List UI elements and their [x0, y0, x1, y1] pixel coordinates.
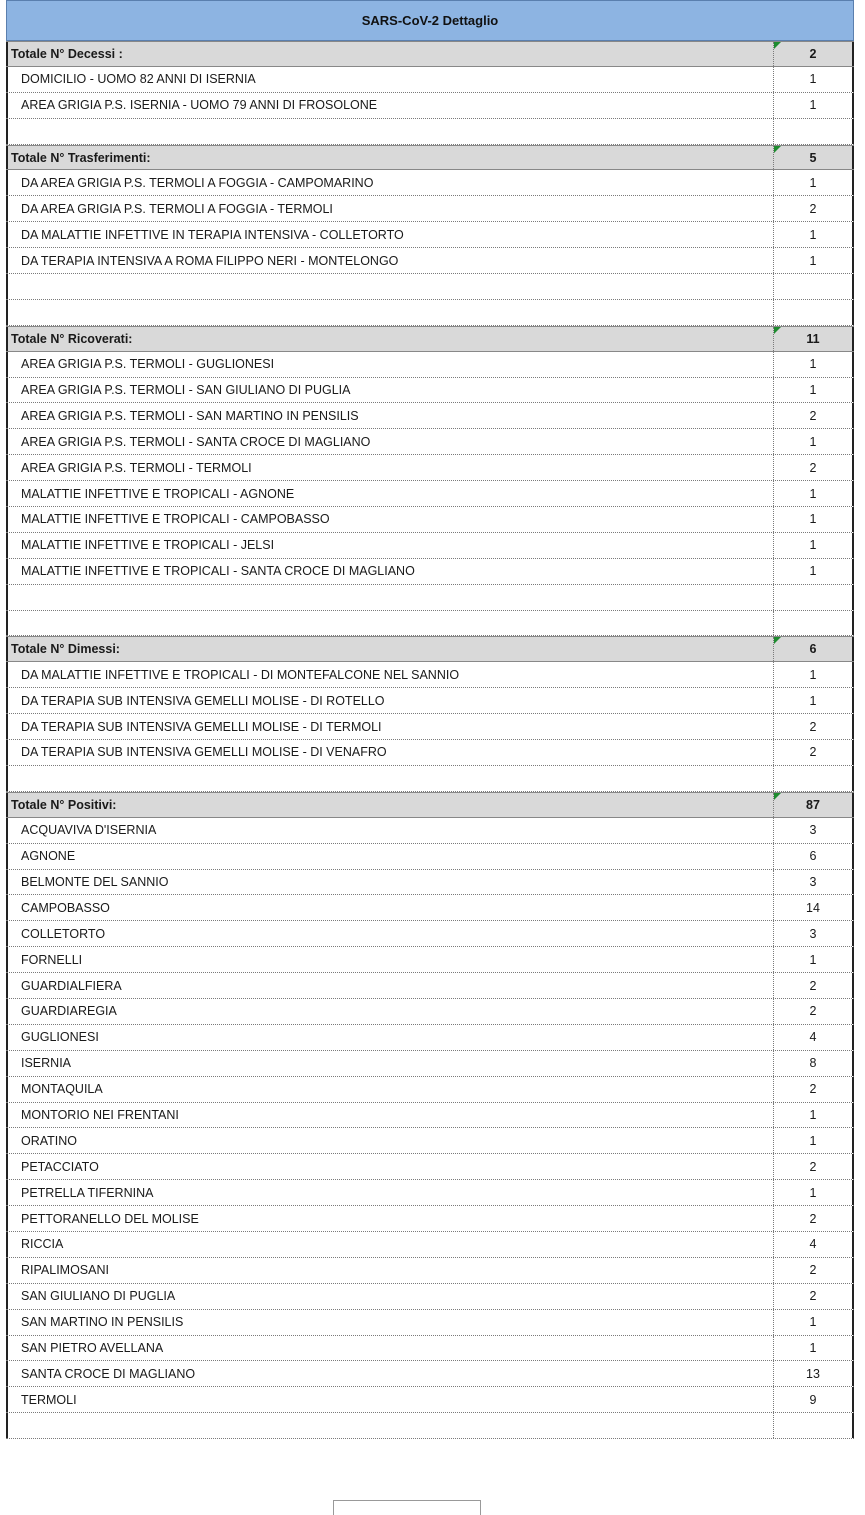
table-row[interactable]: [6, 429, 854, 455]
row-label[interactable]: AREA GRIGIA P.S. ISERNIA - UOMO 79 ANNI DI FROSOLONE: [6, 93, 773, 118]
row-label[interactable]: MONTAQUILA: [6, 1077, 773, 1102]
section-header[interactable]: [6, 326, 854, 352]
table-row[interactable]: [6, 403, 854, 429]
row-label[interactable]: FORNELLI: [6, 947, 773, 972]
blank-label-cell[interactable]: [6, 766, 773, 791]
table-row[interactable]: [6, 740, 854, 766]
spreadsheet: [6, 0, 854, 1439]
row-value[interactable]: 4: [773, 1232, 854, 1257]
table-row[interactable]: [6, 688, 854, 714]
row-value[interactable]: 1: [773, 1336, 854, 1361]
table-row[interactable]: [6, 507, 854, 533]
section-total[interactable]: 87: [773, 793, 854, 817]
table-row[interactable]: [6, 1387, 854, 1413]
table-row[interactable]: [6, 1310, 854, 1336]
row-label[interactable]: MALATTIE INFETTIVE E TROPICALI - AGNONE: [6, 481, 773, 506]
row-label[interactable]: RIPALIMOSANI: [6, 1258, 773, 1283]
table-row[interactable]: [6, 1025, 854, 1051]
sheet-title: SARS-CoV-2 Dettaglio: [6, 0, 854, 41]
table-row[interactable]: [6, 352, 854, 378]
section-header[interactable]: [6, 145, 854, 171]
row-label[interactable]: TERMOLI: [6, 1387, 773, 1412]
row-value[interactable]: 1: [773, 248, 854, 273]
row-value[interactable]: 3: [773, 818, 854, 843]
row-value[interactable]: 2: [773, 1258, 854, 1283]
row-label[interactable]: AREA GRIGIA P.S. TERMOLI - SANTA CROCE DI MAGLIANO: [6, 429, 773, 454]
blank-row[interactable]: [6, 1413, 854, 1439]
section-label[interactable]: Totale N° Positivi:: [6, 793, 773, 817]
blank-value-cell[interactable]: [773, 1413, 854, 1438]
row-value[interactable]: 1: [773, 559, 854, 584]
row-value[interactable]: 2: [773, 455, 854, 480]
row-label[interactable]: AGNONE: [6, 844, 773, 869]
blank-label-cell[interactable]: [6, 119, 773, 144]
table-row[interactable]: [6, 222, 854, 248]
section-label[interactable]: Totale N° Ricoverati:: [6, 327, 773, 351]
row-value[interactable]: 1: [773, 1103, 854, 1128]
table-body: [6, 41, 854, 1439]
table-row[interactable]: [6, 1284, 854, 1310]
row-value[interactable]: 1: [773, 67, 854, 92]
blank-value-cell[interactable]: [773, 300, 854, 325]
row-value[interactable]: 1: [773, 378, 854, 403]
row-label[interactable]: DA AREA GRIGIA P.S. TERMOLI A FOGGIA - CAMPOMARINO: [6, 170, 773, 195]
table-row[interactable]: [6, 559, 854, 585]
row-value[interactable]: 1: [773, 662, 854, 687]
row-value[interactable]: 1: [773, 1128, 854, 1153]
row-value[interactable]: 6: [773, 844, 854, 869]
row-label[interactable]: AREA GRIGIA P.S. TERMOLI - SAN GIULIANO DI PUGLIA: [6, 378, 773, 403]
section-label[interactable]: Totale N° Dimessi:: [6, 637, 773, 661]
row-label[interactable]: GUARDIAREGIA: [6, 999, 773, 1024]
row-value[interactable]: 4: [773, 1025, 854, 1050]
blank-row[interactable]: [6, 300, 854, 326]
row-label[interactable]: MONTORIO NEI FRENTANI: [6, 1103, 773, 1128]
row-value[interactable]: 2: [773, 1077, 854, 1102]
blank-label-cell[interactable]: [6, 1413, 773, 1438]
row-value[interactable]: 2: [773, 196, 854, 221]
blank-row[interactable]: [6, 585, 854, 611]
row-value[interactable]: 2: [773, 1284, 854, 1309]
row-value[interactable]: 2: [773, 740, 854, 765]
table-row[interactable]: [6, 248, 854, 274]
row-label[interactable]: DA MALATTIE INFETTIVE E TROPICALI - DI MONTEFALCONE NEL SANNIO: [6, 662, 773, 687]
table-row[interactable]: [6, 1361, 854, 1387]
row-value[interactable]: 1: [773, 507, 854, 532]
table-row[interactable]: [6, 714, 854, 740]
blank-label-cell[interactable]: [6, 611, 773, 636]
blank-value-cell[interactable]: [773, 611, 854, 636]
blank-label-cell[interactable]: [6, 274, 773, 299]
table-row[interactable]: [6, 973, 854, 999]
row-value[interactable]: 1: [773, 222, 854, 247]
blank-value-cell[interactable]: [773, 585, 854, 610]
table-row[interactable]: [6, 1103, 854, 1129]
table-row[interactable]: [6, 455, 854, 481]
row-label[interactable]: MALATTIE INFETTIVE E TROPICALI - SANTA CROCE DI MAGLIANO: [6, 559, 773, 584]
row-label[interactable]: SAN PIETRO AVELLANA: [6, 1336, 773, 1361]
row-label[interactable]: DA TERAPIA INTENSIVA A ROMA FILIPPO NERI - MONTELONGO: [6, 248, 773, 273]
row-label[interactable]: BELMONTE DEL SANNIO: [6, 870, 773, 895]
row-label[interactable]: DA MALATTIE INFETTIVE IN TERAPIA INTENSIVA - COLLETORTO: [6, 222, 773, 247]
row-label[interactable]: SANTA CROCE DI MAGLIANO: [6, 1361, 773, 1386]
row-label[interactable]: GUGLIONESI: [6, 1025, 773, 1050]
row-value[interactable]: 1: [773, 93, 854, 118]
blank-label-cell[interactable]: [6, 585, 773, 610]
table-row[interactable]: [6, 895, 854, 921]
row-value[interactable]: 8: [773, 1051, 854, 1076]
table-row[interactable]: [6, 1077, 854, 1103]
row-value[interactable]: 1: [773, 481, 854, 506]
footer-cell-box: [333, 1500, 481, 1515]
row-value[interactable]: 1: [773, 947, 854, 972]
table-row[interactable]: [6, 662, 854, 688]
table-row[interactable]: [6, 870, 854, 896]
row-label[interactable]: PETACCIATO: [6, 1154, 773, 1179]
row-label[interactable]: SAN GIULIANO DI PUGLIA: [6, 1284, 773, 1309]
row-label[interactable]: AREA GRIGIA P.S. TERMOLI - GUGLIONESI: [6, 352, 773, 377]
table-row[interactable]: [6, 1336, 854, 1362]
row-label[interactable]: DOMICILIO - UOMO 82 ANNI DI ISERNIA: [6, 67, 773, 92]
row-label[interactable]: PETRELLA TIFERNINA: [6, 1180, 773, 1205]
row-label[interactable]: COLLETORTO: [6, 921, 773, 946]
table-row[interactable]: [6, 93, 854, 119]
table-row[interactable]: [6, 67, 854, 93]
row-value[interactable]: 1: [773, 352, 854, 377]
blank-value-cell[interactable]: [773, 119, 854, 144]
row-label[interactable]: AREA GRIGIA P.S. TERMOLI - TERMOLI: [6, 455, 773, 480]
table-row[interactable]: [6, 481, 854, 507]
table-row[interactable]: [6, 1206, 854, 1232]
blank-label-cell[interactable]: [6, 300, 773, 325]
row-value[interactable]: 3: [773, 870, 854, 895]
section-header[interactable]: [6, 792, 854, 818]
row-value[interactable]: 1: [773, 429, 854, 454]
section-header[interactable]: [6, 636, 854, 662]
blank-value-cell[interactable]: [773, 274, 854, 299]
table-row[interactable]: [6, 1154, 854, 1180]
table-row[interactable]: [6, 818, 854, 844]
row-value[interactable]: 2: [773, 973, 854, 998]
section-label[interactable]: Totale N° Trasferimenti:: [6, 146, 773, 170]
row-label[interactable]: CAMPOBASSO: [6, 895, 773, 920]
blank-row[interactable]: [6, 766, 854, 792]
row-value[interactable]: 1: [773, 1180, 854, 1205]
table-row[interactable]: [6, 921, 854, 947]
table-row[interactable]: [6, 1180, 854, 1206]
row-label[interactable]: GUARDIALFIERA: [6, 973, 773, 998]
table-row[interactable]: [6, 947, 854, 973]
row-value[interactable]: 2: [773, 1154, 854, 1179]
row-value[interactable]: 1: [773, 533, 854, 558]
section-total[interactable]: 6: [773, 637, 854, 661]
row-label[interactable]: ORATINO: [6, 1128, 773, 1153]
blank-value-cell[interactable]: [773, 766, 854, 791]
table-row[interactable]: [6, 844, 854, 870]
row-value[interactable]: 1: [773, 1310, 854, 1335]
row-value[interactable]: 2: [773, 999, 854, 1024]
row-label[interactable]: DA TERAPIA SUB INTENSIVA GEMELLI MOLISE - DI TERMOLI: [6, 714, 773, 739]
row-value[interactable]: 13: [773, 1361, 854, 1386]
table-row[interactable]: [6, 1232, 854, 1258]
row-value[interactable]: 3: [773, 921, 854, 946]
table-row[interactable]: [6, 1051, 854, 1077]
section-total[interactable]: 5: [773, 146, 854, 170]
row-label[interactable]: DA AREA GRIGIA P.S. TERMOLI A FOGGIA - TERMOLI: [6, 196, 773, 221]
table-row[interactable]: [6, 196, 854, 222]
row-value[interactable]: 1: [773, 170, 854, 195]
row-label[interactable]: ACQUAVIVA D'ISERNIA: [6, 818, 773, 843]
table-row[interactable]: [6, 1128, 854, 1154]
row-label[interactable]: AREA GRIGIA P.S. TERMOLI - SAN MARTINO IN PENSILIS: [6, 403, 773, 428]
table-row[interactable]: [6, 1258, 854, 1284]
table-row[interactable]: [6, 378, 854, 404]
row-label[interactable]: MALATTIE INFETTIVE E TROPICALI - JELSI: [6, 533, 773, 558]
row-label[interactable]: SAN MARTINO IN PENSILIS: [6, 1310, 773, 1335]
row-label[interactable]: DA TERAPIA SUB INTENSIVA GEMELLI MOLISE - DI ROTELLO: [6, 688, 773, 713]
row-label[interactable]: RICCIA: [6, 1232, 773, 1257]
section-label[interactable]: Totale N° Decessi :: [6, 42, 773, 66]
row-value[interactable]: 9: [773, 1387, 854, 1412]
row-label[interactable]: PETTORANELLO DEL MOLISE: [6, 1206, 773, 1231]
blank-row[interactable]: [6, 119, 854, 145]
row-value[interactable]: 1: [773, 688, 854, 713]
blank-row[interactable]: [6, 274, 854, 300]
row-value[interactable]: 14: [773, 895, 854, 920]
row-value[interactable]: 2: [773, 1206, 854, 1231]
table-row[interactable]: [6, 999, 854, 1025]
row-label[interactable]: ISERNIA: [6, 1051, 773, 1076]
section-total[interactable]: 11: [773, 327, 854, 351]
blank-row[interactable]: [6, 611, 854, 637]
table-row[interactable]: [6, 533, 854, 559]
row-value[interactable]: 2: [773, 714, 854, 739]
row-label[interactable]: MALATTIE INFETTIVE E TROPICALI - CAMPOBASSO: [6, 507, 773, 532]
section-header[interactable]: [6, 41, 854, 67]
table-row[interactable]: [6, 170, 854, 196]
row-label[interactable]: DA TERAPIA SUB INTENSIVA GEMELLI MOLISE - DI VENAFRO: [6, 740, 773, 765]
row-value[interactable]: 2: [773, 403, 854, 428]
section-total[interactable]: 2: [773, 42, 854, 66]
